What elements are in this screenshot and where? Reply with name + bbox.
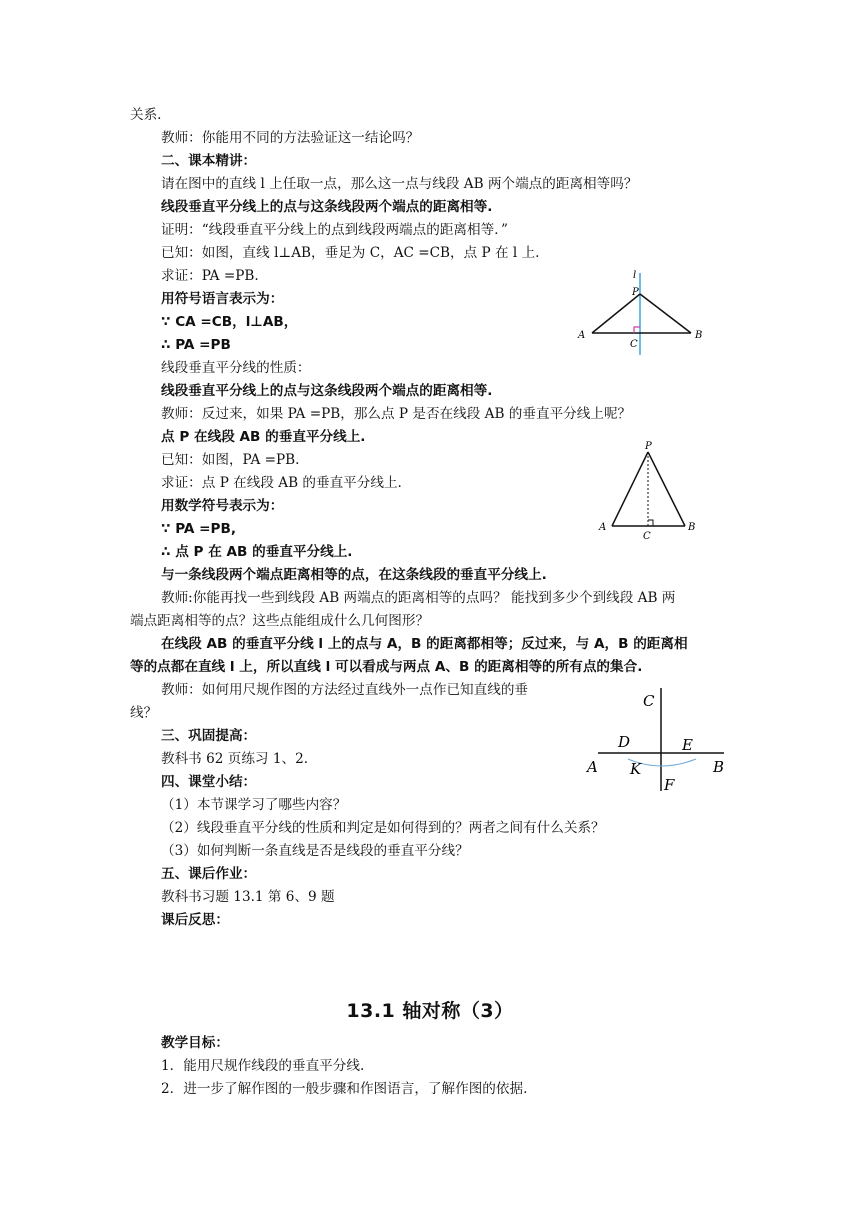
text-line: ∵ CA =CB，l⊥AB， bbox=[161, 314, 298, 330]
text-line: 1．能用尺规作线段的垂直平分线. bbox=[161, 1058, 365, 1074]
label-e: E bbox=[682, 736, 693, 754]
label-d: D bbox=[618, 733, 631, 751]
section-heading: 教学目标： bbox=[161, 1035, 229, 1051]
label-l: l bbox=[633, 270, 637, 281]
text-line: （1）本节课学习了哪些内容？ bbox=[161, 797, 347, 813]
right-angle-mark bbox=[648, 520, 653, 526]
label-k: K bbox=[630, 760, 642, 778]
label-c: C bbox=[643, 692, 655, 710]
text-line: 教科书习题 13.1 第 6、9 题 bbox=[161, 889, 335, 905]
label-c: C bbox=[630, 339, 638, 350]
section-title: 13.1 轴对称（3） bbox=[346, 1000, 514, 1022]
text-line: 线？ bbox=[130, 705, 158, 721]
text-line: ∵ PA =PB, bbox=[161, 521, 237, 537]
text-line: 请在图中的直线 l 上任取一点，那么这一点与线段 AB 两个端点的距离相等吗？ bbox=[161, 176, 638, 192]
label-b: B bbox=[695, 330, 703, 341]
text-line: 2．进一步了解作图的一般步骤和作图语言，了解作图的依据. bbox=[161, 1081, 528, 1097]
figure-perpendicular-bisector bbox=[570, 265, 715, 360]
text-line: 用符号语言表示为： bbox=[161, 291, 284, 307]
section-heading: 四、课堂小结： bbox=[161, 774, 257, 790]
right-angle-mark bbox=[634, 327, 640, 333]
text-line: 教师：如何用尺规作图的方法经过直线外一点作已知直线的垂 bbox=[161, 682, 529, 698]
figure-isosceles-triangle bbox=[590, 437, 705, 542]
text-line: 等的点都在直线 l 上，所以直线 l 可以看成与两点 A、B 的距离相等的所有点的集合. bbox=[130, 659, 643, 675]
text-line: （3）如何判断一条直线是否是线段的垂直平分线？ bbox=[161, 843, 469, 859]
text-line: 证明：“线段垂直平分线上的点到线段两端点的距离相等．” bbox=[161, 222, 508, 238]
theorem-statement: 线段垂直平分线上的点与这条线段两个端点的距离相等. bbox=[161, 383, 493, 399]
text-line: 教师：你能用不同的方法验证这一结论吗？ bbox=[161, 130, 420, 146]
segment-pa bbox=[612, 452, 648, 526]
text-line: 课后反思： bbox=[161, 912, 229, 928]
label-p: P bbox=[645, 441, 652, 452]
label-p: P bbox=[632, 287, 639, 298]
label-b: B bbox=[713, 758, 725, 776]
label-a: A bbox=[599, 522, 607, 533]
text-line: 求证：PA =PB. bbox=[161, 268, 259, 284]
text-line: 端点距离相等的点？这些点能组成什么几何图形？ bbox=[130, 613, 430, 629]
section-heading: 三、巩固提高： bbox=[161, 728, 257, 744]
label-f: F bbox=[664, 776, 675, 794]
label-b: B bbox=[688, 522, 696, 533]
text-line: 求证：点 P 在线段 AB 的垂直平分线上. bbox=[161, 475, 402, 491]
text-line: 关系. bbox=[130, 107, 162, 123]
text-line: 用数学符号表示为： bbox=[161, 498, 284, 514]
theorem-statement: 线段垂直平分线上的点与这条线段两个端点的距离相等. bbox=[161, 199, 493, 215]
segment-pb bbox=[640, 294, 691, 333]
segment-pa bbox=[592, 294, 640, 333]
label-c: C bbox=[643, 531, 651, 542]
segment-pb bbox=[648, 452, 685, 526]
text-line: ∴ 点 P 在 AB 的垂直平分线上. bbox=[161, 544, 353, 560]
label-a: A bbox=[578, 330, 586, 341]
text-line: 线段垂直平分线的性质： bbox=[161, 360, 311, 376]
section-heading: 五、课后作业： bbox=[161, 866, 257, 882]
text-line: 在线段 AB 的垂直平分线 l 上的点与 A，B 的距离都相等；反过来，与 A，B 的距离相 bbox=[161, 636, 688, 652]
theorem-statement: 与一条线段两个端点距离相等的点，在这条线段的垂直平分线上. bbox=[161, 567, 547, 583]
section-heading: 二、课本精讲： bbox=[161, 153, 257, 169]
text-line: 已知：如图，直线 l⊥AB，垂足为 C，AC =CB，点 P 在 l 上. bbox=[161, 245, 540, 261]
text-line: ∴ PA =PB bbox=[161, 337, 231, 353]
text-line: 教科书 62 页练习 1、2. bbox=[161, 751, 309, 767]
text-line: 点 P 在线段 AB 的垂直平分线上. bbox=[161, 429, 366, 445]
text-line: （2）线段垂直平分线的性质和判定是如何得到的？两者之间有什么关系？ bbox=[161, 820, 605, 836]
text-line: 已知：如图，PA =PB. bbox=[161, 452, 300, 468]
text-line: 教师：反过来，如果 PA =PB，那么点 P 是否在线段 AB 的垂直平分线上呢？ bbox=[161, 406, 632, 422]
text-line: 教师:你能再找一些到线段 AB 两端点的距离相等的点吗？ 能找到多少个到线段 AB 两 bbox=[161, 590, 676, 606]
figure-perpendicular-construction bbox=[582, 683, 734, 798]
label-a: A bbox=[587, 758, 598, 776]
